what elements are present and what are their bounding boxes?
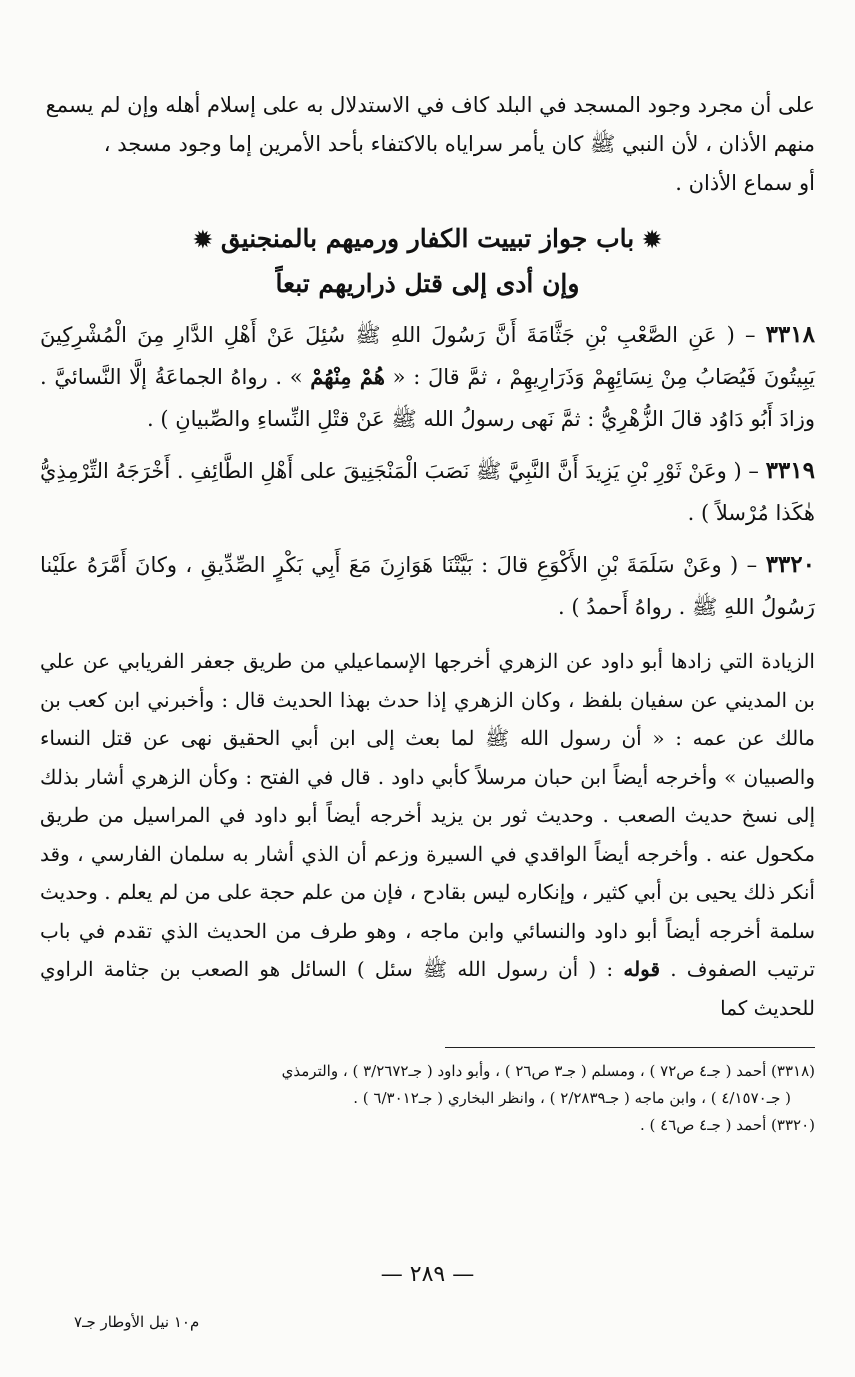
hadith-quote: هُمْ مِنْهُمْ: [310, 364, 385, 389]
hadith-number: ٣٣٢٠: [765, 551, 815, 578]
qawluh-label: قوله: [623, 957, 661, 981]
chapter-subtitle: وإن أدى إلى قتل ذراريهم تبعاً: [275, 269, 580, 298]
hadith-text: – ( وعَنْ ثَوْرِ بْنِ يَزِيدَ أَنَّ النَّبِيَّ ﷺ نَصَبَ الْمَنْجَنِيقَ على أَهْلِ الطَّائِفِ . أَخْرَجَهُ التِّرْمِذِيُّ هٰكَذا مُرْسلاً ) .: [40, 459, 815, 525]
chapter-heading-line1: [40, 217, 815, 262]
intro-line: منهم الأذان ، لأن النبي ﷺ كان يأمر سراياه بالاكتفاء بأحد الأمرين إما وجود مسجد ،: [103, 132, 815, 156]
footnotes: [40, 1058, 815, 1139]
footnote-line: (٣٣٢٠) أحمد ( جـ٤ ص٤٦ ) .: [639, 1116, 815, 1134]
hadith-number: ٣٣١٨: [765, 321, 815, 348]
hadith-3320: [40, 544, 815, 628]
hadith-number: ٣٣١٩: [765, 457, 815, 484]
star-ornament-icon: ✹: [193, 227, 213, 253]
footnote-line: (٣٣١٨) أحمد ( جـ٤ ص٧٢ ) ، ومسلم ( جـ٣ ص٢٦ ) ، وأبو داود ( جـ٣/٢٦٧٢ ) ، والترمذي: [281, 1062, 815, 1080]
commentary-body: الزيادة التي زادها أبو داود عن الزهري أخرجها الإسماعيلي من طريق جعفر الفريابي عن علي بن المديني عن سفيان بلفظ ، وكان الزهري إذا حدث بهذا الحديث قال : وأخبرني ابن كعب بن مالك عن عمه : « أن رسول الله ﷺ لما بعث إلى ابن أبي الحقيق نهى عن قتل النساء والصبيان » وأخرجه أيضاً ابن حبان مرسلاً كأبي داود . قال في الفتح : وكأن الزهري أشار بذلك إلى نسخ حديث الصعب . وحديث ثور بن يزيد أخرجه أيضاً أبو داود في المراسيل من طريق مكحول عنه . وأخرجه أيضاً الواقدي في السيرة وزعم أن الذي أشار به سلمان الفارسي ، وقد أنكر ذلك يحيى بن أبي كثير ، وإنكاره ليس بقادح ، فإن من علم حجة على من لم يعلم . وحديث سلمة أخرجه أيضاً أبو داود والنسائي وابن ماجه ، وهو طرف من الحديث الذي تقدم في باب ترتيب الصفوف .: [40, 649, 816, 981]
hadith-3319: [40, 450, 815, 534]
footnote-line: ( جـ٤/١٥٧٠ ) ، وابن ماجه ( جـ٢/٢٨٣٩ ) ، وانظر البخاري ( جـ٦/٣٠١٢ ) .: [353, 1089, 791, 1107]
intro-line: أو سماع الأذان .: [675, 171, 815, 195]
chapter-heading: [40, 217, 815, 306]
hadith-text: – ( عَنِ الصَّعْبِ بْنِ جَثَّامَةَ أَنَّ رَسُولَ اللهِ ﷺ سُئِلَ عَنْ أَهْلِ الدَّارِ مِنَ الْمُشْرِكِينَ يَبِيتُونَ فَيُصَابُ مِنْ نِسَائِهِمْ وَذَرَارِيهِمْ ، ثمَّ قالَ : «: [40, 323, 816, 389]
chapter-title: باب جواز تبييت الكفار ورميهم بالمنجنيق: [220, 224, 635, 253]
hadith-text-continued: » . رواهُ الجماعَةُ إلَّا النَّسائيَّ . وزادَ أَبُو دَاوُد قالَ الزُّهْرِيُّ : ثمَّ نَهى رسولُ الله ﷺ عَنْ قتْلِ النِّساءِ والصِّبيانِ ) .: [40, 365, 815, 431]
star-ornament-icon: ✹: [642, 227, 662, 253]
commentary-tail: : ( أن رسول الله ﷺ سئل ) السائل هو الصعب بن جثامة الراوي للحديث كما: [40, 957, 815, 1020]
commentary-paragraph: [40, 642, 815, 1027]
intro-paragraph: [40, 86, 815, 203]
footnote-divider: [445, 1047, 815, 1048]
signature-mark: م١٠ نيل الأوطار جـ٧: [74, 1313, 200, 1331]
hadith-text: – ( وعَنْ سَلَمَةَ بْنِ الأَكْوَعِ قالَ : بَيَّتْنَا هَوَازِنَ مَعَ أَبِي بَكْرٍ الصِّدِّيقِ ، وكانَ أَمَّرَهُ علَيْنا رَسُولُ اللهِ ﷺ . رواهُ أَحمدُ ) .: [40, 553, 815, 619]
hadith-3318: [40, 314, 815, 440]
intro-line: على أن مجرد وجود المسجد في البلد كاف في الاستدلال به على إسلام أهله وإن لم يسمع: [45, 93, 815, 117]
page-number: — ٢٨٩ —: [380, 1262, 475, 1287]
